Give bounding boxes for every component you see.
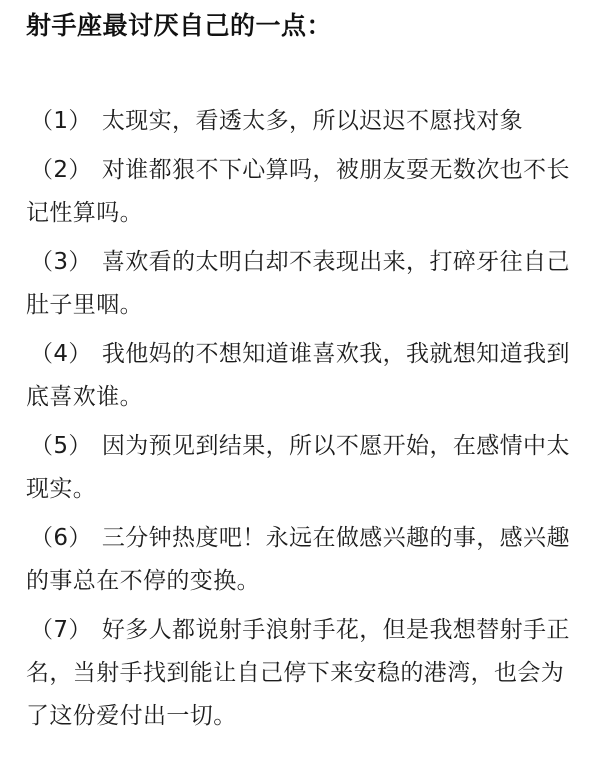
list-item-6 xyxy=(26,517,582,603)
item-number: （2） xyxy=(30,157,92,183)
item-text: 我他妈的不想知道谁喜欢我，我就想知道我到底喜欢谁。 xyxy=(26,341,570,410)
list-item-3 xyxy=(26,241,582,327)
item-number: （5） xyxy=(30,433,92,459)
item-number: （7） xyxy=(30,617,92,643)
item-text: 对谁都狠不下心算吗，被朋友耍无数次也不长记性算吗。 xyxy=(26,157,570,226)
list-item-7 xyxy=(26,609,582,738)
item-text: 因为预见到结果，所以不愿开始，在感情中太现实。 xyxy=(26,433,570,502)
item-text: 太现实，看透太多，所以迟迟不愿找对象 xyxy=(101,108,524,134)
list-item-1 xyxy=(26,100,582,143)
list-item-5 xyxy=(26,425,582,511)
item-list xyxy=(26,100,582,744)
item-number: （1） xyxy=(30,108,92,134)
list-item-4 xyxy=(26,333,582,419)
item-text: 好多人都说射手浪射手花，但是我想替射手正名，当射手找到能让自己停下来安稳的港湾，也会为了这份爱付出一切。 xyxy=(26,617,570,729)
item-text: 喜欢看的太明白却不表现出来，打碎牙往自己肚子里咽。 xyxy=(26,249,570,318)
item-text: 三分钟热度吧！永远在做感兴趣的事，感兴趣的事总在不停的变换。 xyxy=(26,525,570,594)
item-number: （4） xyxy=(30,341,92,367)
page-title: 射手座最讨厌自己的一点： xyxy=(26,11,333,40)
item-number: （6） xyxy=(30,525,92,551)
list-item-2 xyxy=(26,149,582,235)
item-number: （3） xyxy=(30,249,92,275)
